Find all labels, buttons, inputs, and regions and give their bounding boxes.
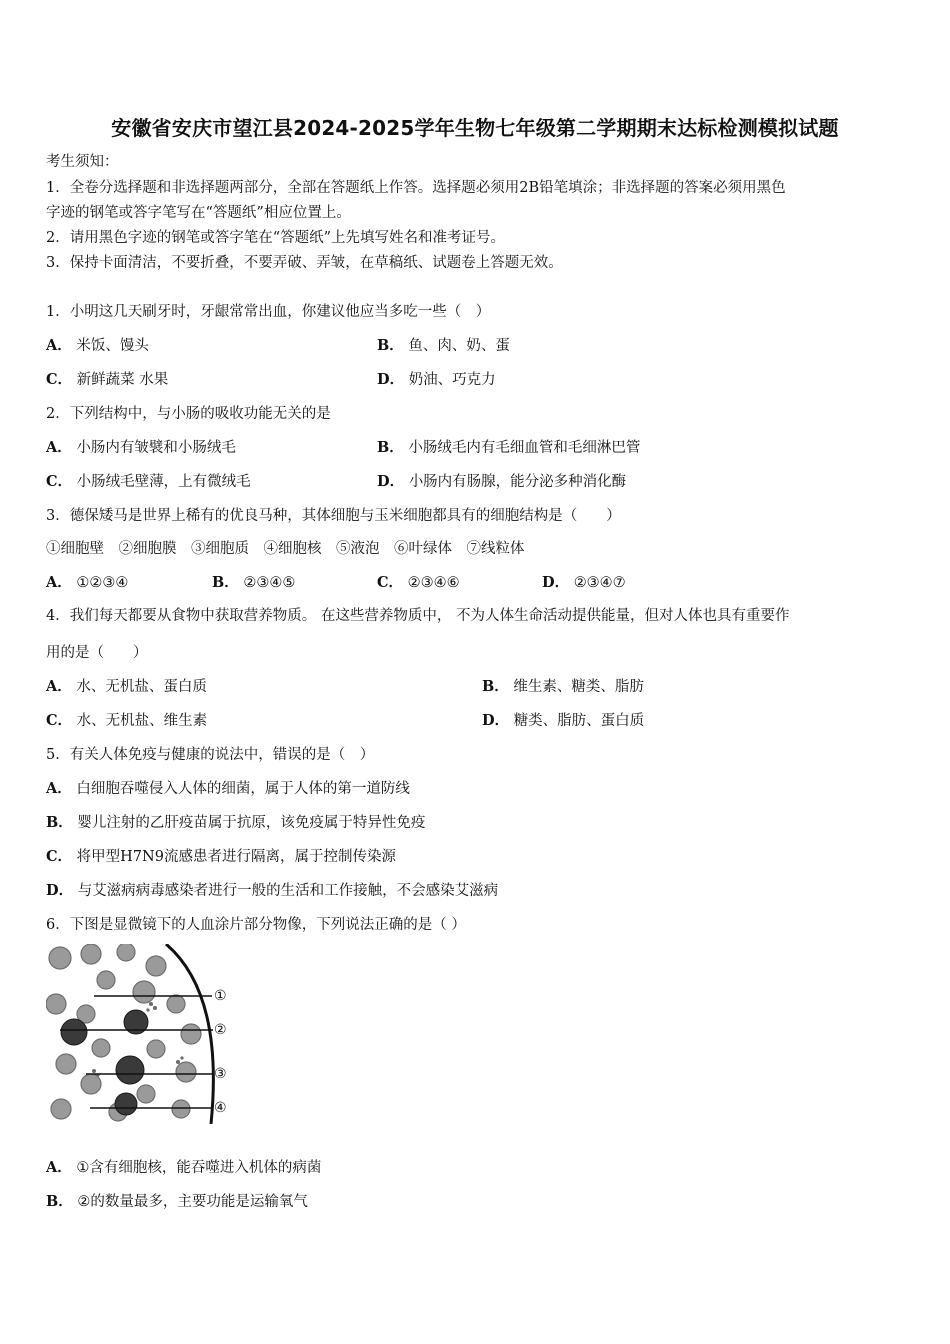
notice-item-1: 1．全卷分选择题和非选择题两部分，全部在答题纸上作答。选择题必须用2B铅笔填涂；非选择题的答案必须用黑色 bbox=[46, 180, 786, 196]
question-4-option-a: A． 水、无机盐、蛋白质 bbox=[46, 678, 207, 695]
exam-title: 安徽省安庆市望江县2024-2025学年生物七年级第二学期期末达标检测模拟试题 bbox=[111, 116, 839, 140]
notice-item-2: 2．请用黑色字迹的钢笔或答字笔在“答题纸”上先填写姓名和准考证号。 bbox=[46, 230, 506, 246]
question-6-option-b: B． ②的数量最多，主要功能是运输氧气 bbox=[46, 1193, 308, 1210]
question-5-stem: 5．有关人体免疫与健康的说法中，错误的是（ ） bbox=[46, 747, 375, 763]
question-3-stem: 3．德保矮马是世界上稀有的优良马种，其体细胞与玉米细胞都具有的细胞结构是（ ） bbox=[46, 508, 621, 524]
question-1-option-d: D． 奶油、巧克力 bbox=[377, 371, 496, 388]
question-2-option-c: C． 小肠绒毛壁薄，上有微绒毛 bbox=[46, 473, 251, 490]
question-3-option-b: B． ②③④⑤ bbox=[212, 574, 296, 591]
question-4-stem: 4．我们每天都要从食物中获取营养物质。 在这些营养物质中， 不为人体生命活动提供能量，但对人体也具有重要作 bbox=[46, 608, 790, 624]
question-1-option-c: C． 新鲜蔬菜 水果 bbox=[46, 371, 169, 388]
question-2-option-d: D． 小肠内有肠腺，能分泌多种消化酶 bbox=[377, 473, 627, 490]
blood-smear-image bbox=[46, 944, 236, 1124]
question-4-stem-cont: 用的是（ ） bbox=[46, 645, 148, 661]
notice-heading: 考生须知： bbox=[46, 154, 119, 170]
question-4-option-d: D． 糖类、脂肪、蛋白质 bbox=[482, 712, 645, 729]
question-3-items: ①细胞壁 ②细胞膜 ③细胞质 ④细胞核 ⑤液泡 ⑥叶绿体 ⑦线粒体 bbox=[46, 541, 525, 557]
question-3-option-c: C． ②③④⑥ bbox=[377, 574, 460, 591]
question-1-option-b: B． 鱼、肉、奶、蛋 bbox=[377, 337, 510, 354]
figure-label-1: ① bbox=[214, 988, 227, 1004]
blood-smear-figure bbox=[46, 944, 236, 1124]
question-1-stem: 1．小明这几天刷牙时，牙龈常常出血，你建议他应当多吃一些（ ） bbox=[46, 304, 491, 320]
question-5-option-c: C． 将甲型H7N9流感患者进行隔离，属于控制传染源 bbox=[46, 848, 396, 865]
question-5-option-b: B． 婴儿注射的乙肝疫苗属于抗原，该免疫属于特异性免疫 bbox=[46, 814, 426, 831]
question-3-option-a: A． ①②③④ bbox=[46, 574, 129, 591]
question-6-stem: 6．下图是显微镜下的人血涂片部分物像，下列说法正确的是（ ） bbox=[46, 917, 466, 933]
figure-label-4: ④ bbox=[214, 1100, 227, 1116]
question-1-option-a: A． 米饭、馒头 bbox=[46, 337, 149, 354]
question-2-option-b: B． 小肠绒毛内有毛细血管和毛细淋巴管 bbox=[377, 439, 641, 456]
question-4-option-c: C． 水、无机盐、维生素 bbox=[46, 712, 208, 729]
question-6-option-a: A． ①含有细胞核，能吞噬进入机体的病菌 bbox=[46, 1159, 322, 1176]
figure-label-2: ② bbox=[214, 1022, 227, 1038]
notice-item-1-cont: 字迹的钢笔或答字笔写在“答题纸”相应位置上。 bbox=[46, 205, 351, 221]
question-5-option-d: D． 与艾滋病病毒感染者进行一般的生活和工作接触，不会感染艾滋病 bbox=[46, 882, 499, 899]
question-4-option-b: B． 维生素、糖类、脂肪 bbox=[482, 678, 644, 695]
notice-item-3: 3．保持卡面清洁，不要折叠，不要弄破、弄皱，在草稿纸、试题卷上答题无效。 bbox=[46, 255, 563, 271]
question-5-option-a: A． 白细胞吞噬侵入人体的细菌，属于人体的第一道防线 bbox=[46, 780, 410, 797]
question-2-stem: 2．下列结构中，与小肠的吸收功能无关的是 bbox=[46, 406, 331, 422]
question-3-option-d: D． ②③④⑦ bbox=[542, 574, 626, 591]
figure-label-3: ③ bbox=[214, 1066, 227, 1082]
question-2-option-a: A． 小肠内有皱襞和小肠绒毛 bbox=[46, 439, 236, 456]
